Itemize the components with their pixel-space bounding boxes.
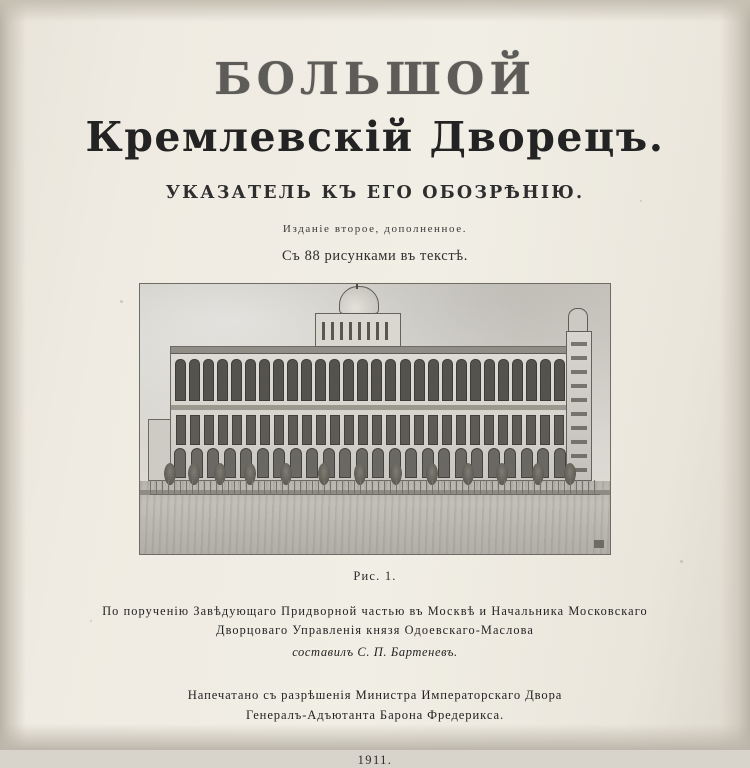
permission-block: [0, 685, 750, 725]
palace-dome: [339, 286, 379, 314]
engraver-signature: [594, 540, 604, 548]
embankment-railing: [150, 480, 600, 495]
page-title-secondary: Кремлевскiй Дворецъ.: [85, 113, 665, 161]
credit-compiler: составилъ С. П. Бартеневъ.: [292, 645, 458, 660]
credit-block: [0, 602, 750, 662]
palace-cornice: [171, 347, 569, 354]
palace-upper-window-row: [175, 359, 565, 399]
figure-caption: Рис. 1.: [353, 569, 397, 584]
corner-tower-roof: [568, 308, 588, 332]
permission-line-2: Генералъ-Адъютанта Барона Фредерикса.: [245, 707, 505, 722]
page-title-primary: БОЛЬШОЙ: [214, 54, 536, 105]
dome-spire-icon: [356, 283, 358, 289]
illustration-plate: [139, 283, 611, 555]
page-subtitle: УКАЗАТЕЛЬ КЪ ЕГО ОБОЗРѢНIЮ.: [165, 183, 585, 204]
credit-line-2: Дворцоваго Управленія князя Одоевскаго-Маслова: [216, 623, 534, 638]
palace-middle-window-row: [176, 415, 564, 443]
credit-line-1: По порученію Завѣдующаго Придворной частью въ Москвѣ и Начальника Московскаго: [102, 604, 648, 619]
edition-note: Изданie второе, дополненное.: [282, 223, 468, 236]
figures-note: Съ 88 рисунками въ текстѣ.: [282, 248, 468, 265]
palace-string-course: [171, 405, 569, 410]
central-pavilion: [315, 313, 401, 347]
permission-line-1: Напечатано съ разрѣшенія Министра Императорскаго Двора: [187, 687, 563, 702]
publication-year: 1911.: [357, 752, 393, 767]
